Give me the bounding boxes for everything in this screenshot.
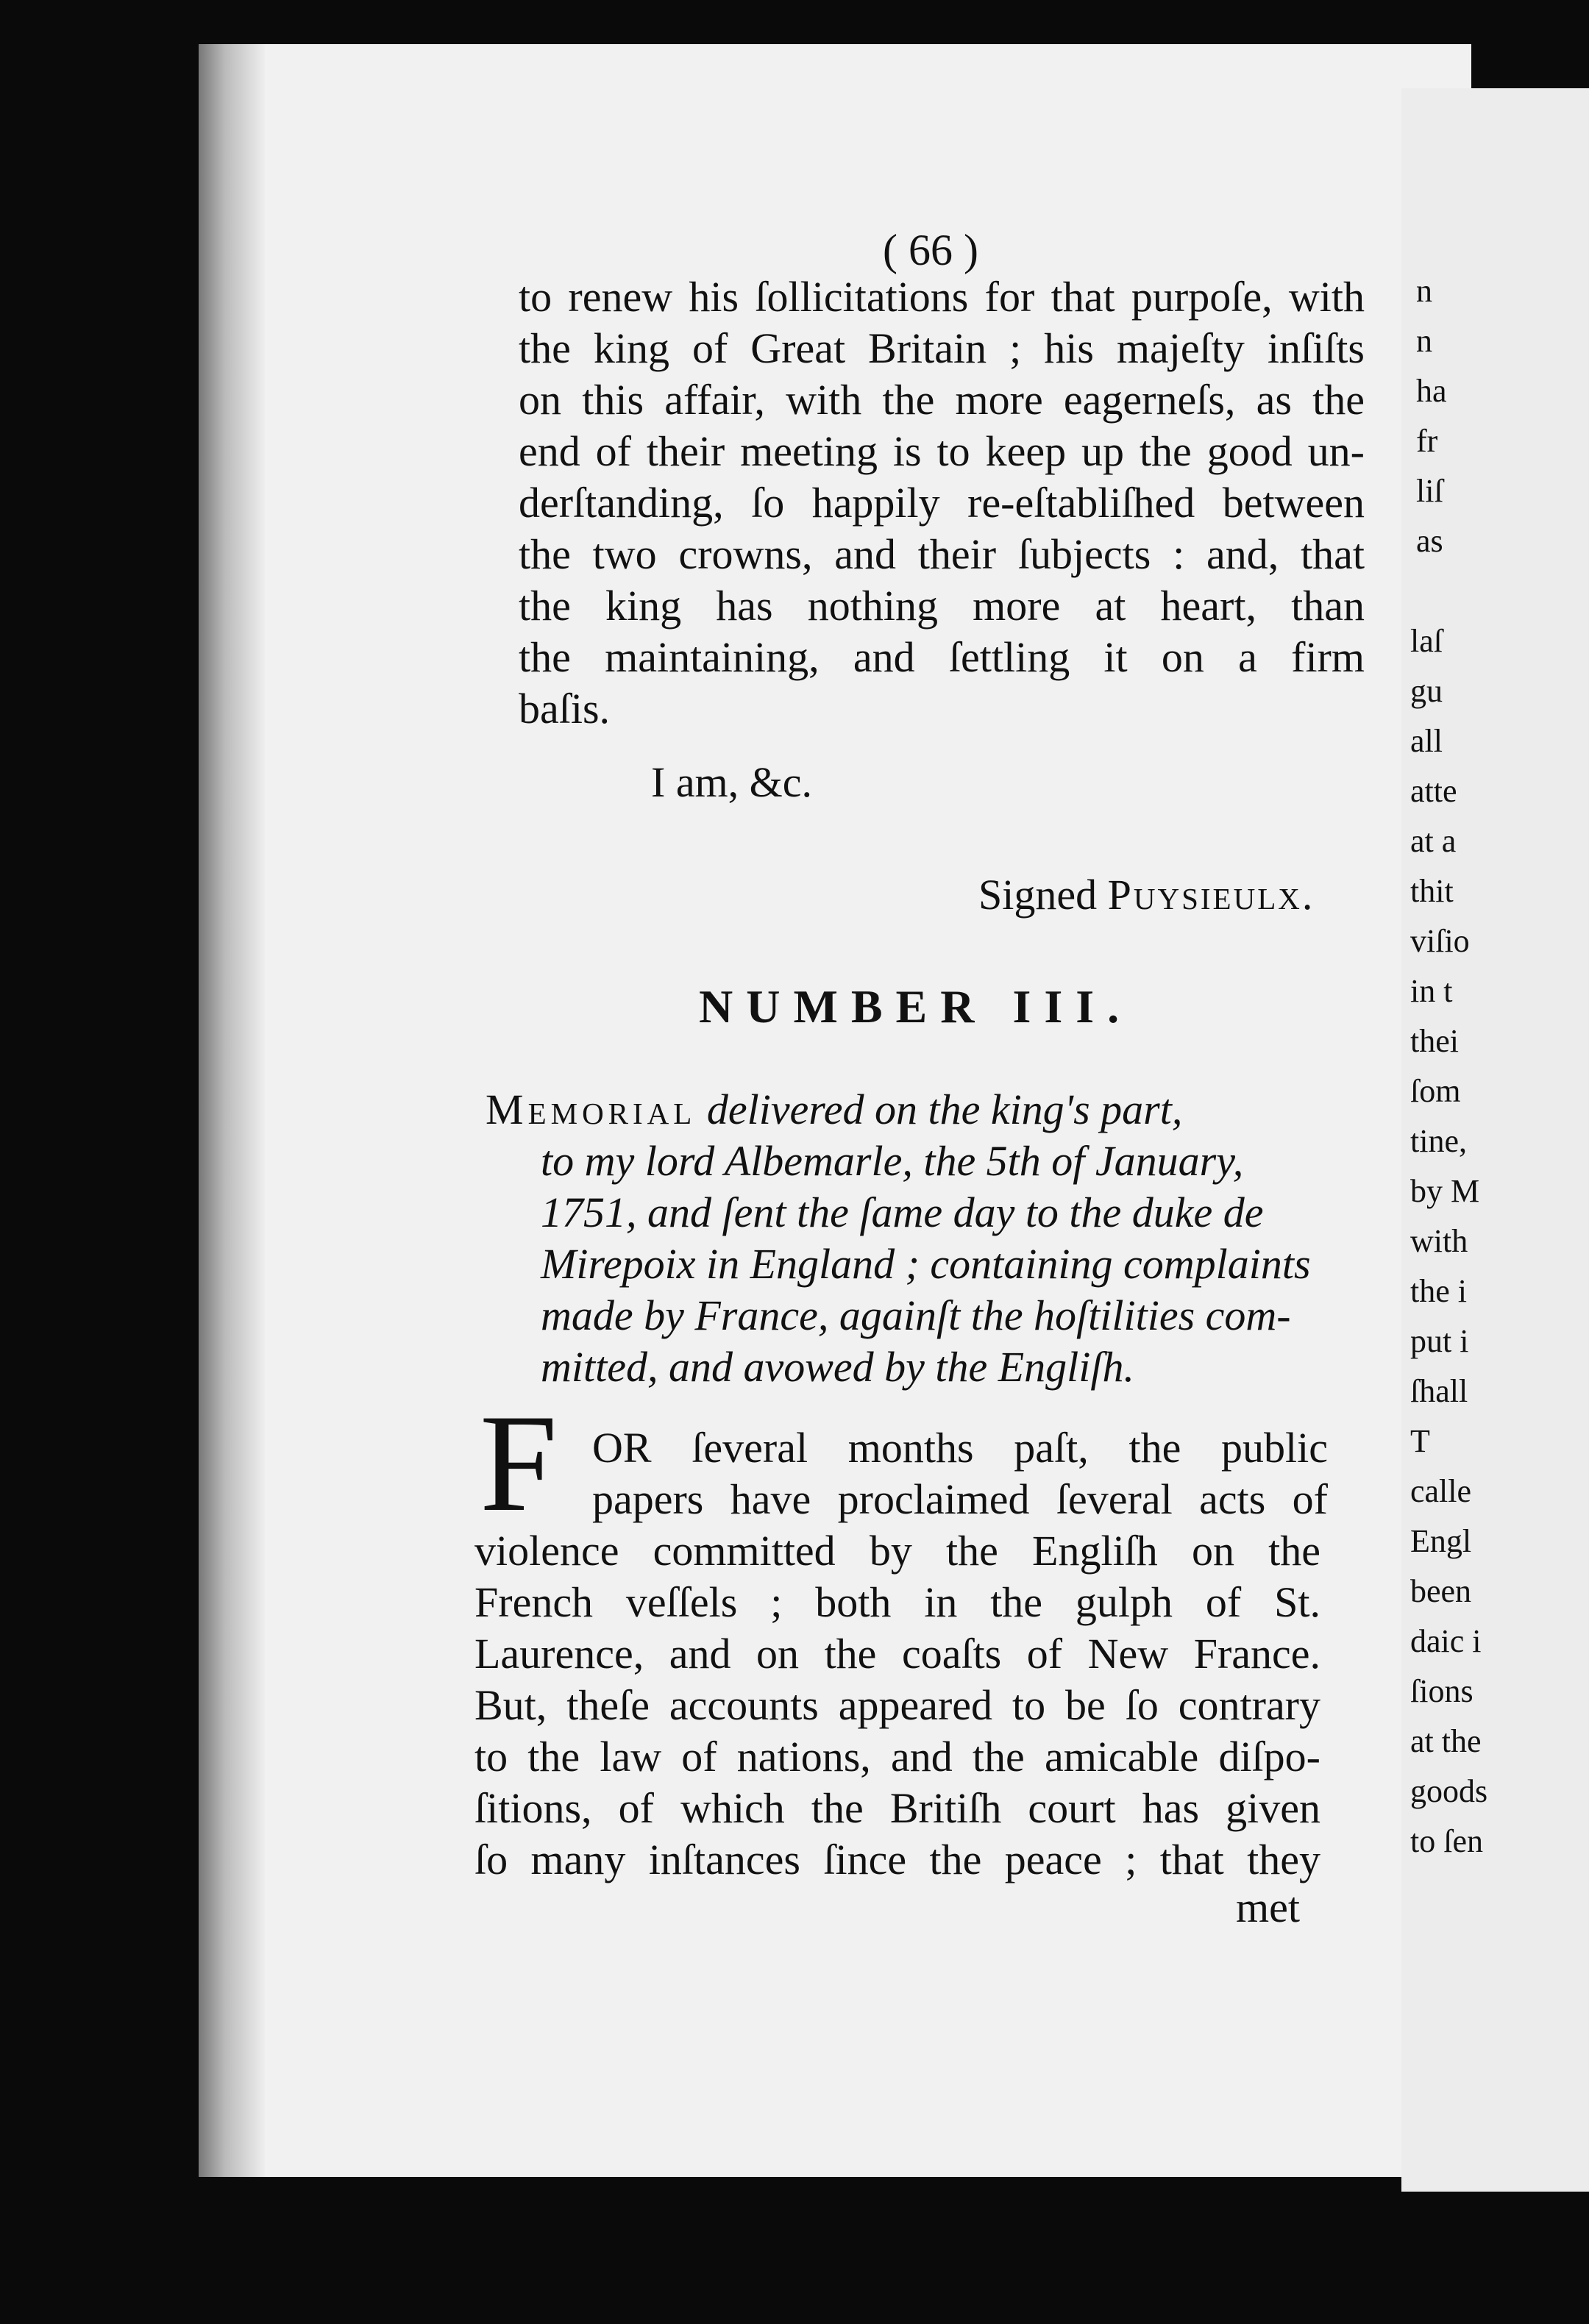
body-line: ſitions, of which the Britiſh court has given: [474, 1784, 1320, 1832]
body-line: French veſſels ; both in the gulph of St.: [474, 1578, 1320, 1626]
facing-page-fragment: at a: [1410, 823, 1457, 859]
body-line: violence committed by the Engliſh on the: [474, 1527, 1320, 1575]
facing-page-fragment: tine,: [1410, 1123, 1467, 1159]
body-line: OR ſeveral months paſt, the public: [592, 1424, 1328, 1472]
facing-page-fragment: ha: [1416, 373, 1447, 409]
facing-page-fragment: calle: [1410, 1473, 1472, 1509]
letter-line: the maintaining, and ſettling it on a firm: [519, 633, 1365, 681]
letter-line: the king of Great Britain ; his majeſty inſiſts: [519, 324, 1365, 372]
catchword: met: [1236, 1883, 1300, 1931]
memorial-line: [541, 1136, 1243, 1186]
facing-page-fragment: ſhall: [1410, 1373, 1468, 1409]
facing-page-fragment: in t: [1410, 973, 1453, 1009]
memorial-text: to my lord Albemarle, the 5th of January,: [541, 1137, 1244, 1185]
facing-page-fragment: thit: [1410, 873, 1454, 909]
section-heading: NUMBER III.: [699, 980, 1133, 1033]
memorial-text: delivered on the king's part,: [696, 1086, 1183, 1133]
memorial-line: [541, 1188, 1264, 1237]
facing-page-fragment: been: [1410, 1573, 1472, 1609]
facing-page-fragment: at the: [1410, 1723, 1482, 1759]
letter-closing: I am, &c.: [651, 758, 813, 806]
memorial-line: [541, 1342, 1134, 1391]
body-line: papers have proclaimed ſeveral acts of: [592, 1475, 1328, 1523]
right-facing-page: [1401, 88, 1589, 2192]
memorial-title-word: Memorial: [486, 1086, 697, 1133]
page-number: ( 66 ): [883, 226, 978, 274]
facing-page-fragment: Engl: [1410, 1523, 1472, 1559]
facing-page-fragment: gu: [1410, 673, 1443, 709]
signature-line: [978, 870, 1315, 919]
memorial-line: [541, 1291, 1291, 1340]
letter-line: the king has nothing more at heart, than: [519, 582, 1365, 630]
memorial-text: mitted, and avowed by the Engliſh.: [541, 1343, 1135, 1391]
signature-name: Puysieulx.: [1107, 871, 1315, 919]
letter-line: derſtanding, ſo happily re-eſtabliſhed between: [519, 479, 1365, 527]
facing-page-fragment: all: [1410, 723, 1443, 759]
facing-page-fragment: with: [1410, 1223, 1468, 1259]
memorial-text: 1751, and ſent the ſame day to the duke de: [541, 1188, 1264, 1236]
letter-line: the two crowns, and their ſubjects : and, that: [519, 530, 1365, 578]
memorial-text: made by France, againſt the hoſtilities com-: [541, 1291, 1291, 1339]
letter-line: on this affair, with the more eagerneſs, as the: [519, 376, 1365, 424]
facing-page-fragment: thei: [1410, 1023, 1459, 1059]
facing-page-fragment: fr: [1416, 423, 1438, 459]
memorial-line: [486, 1085, 1182, 1134]
memorial-text: Mirepoix in England ; containing complaints: [541, 1240, 1311, 1288]
facing-page-fragment: T: [1410, 1423, 1430, 1459]
facing-page-fragment: as: [1416, 523, 1443, 559]
body-line: But, theſe accounts appeared to be ſo contrary: [474, 1681, 1320, 1729]
facing-page-fragment: by M: [1410, 1173, 1480, 1209]
facing-page-fragment: liſ: [1416, 473, 1443, 509]
facing-page-fragment: laſ: [1410, 623, 1443, 659]
drop-cap: F: [480, 1386, 558, 1541]
facing-page-fragment: n: [1416, 323, 1432, 359]
letter-line: to renew his ſollicitations for that purpoſe, with: [519, 273, 1365, 321]
facing-page-fragment: the i: [1410, 1273, 1467, 1309]
facing-page-fragment: goods: [1410, 1773, 1488, 1809]
facing-page-fragment: ſions: [1410, 1673, 1474, 1709]
body-line: Laurence, and on the coaſts of New France.: [474, 1630, 1320, 1678]
memorial-line: [541, 1239, 1311, 1288]
body-line: ſo many inſtances ſince the peace ; that they: [474, 1836, 1320, 1883]
facing-page-fragment: daic i: [1410, 1623, 1482, 1659]
facing-page-fragment: put i: [1410, 1323, 1469, 1359]
body-line: to the law of nations, and the amicable diſpo-: [474, 1733, 1320, 1781]
facing-page-fragment: to ſen: [1410, 1823, 1483, 1859]
facing-page-fragment: ſom: [1410, 1073, 1461, 1109]
letter-line: baſis.: [519, 685, 611, 733]
gutter-shadow: [199, 44, 265, 2177]
facing-page-fragment: n: [1416, 273, 1432, 309]
facing-page-fragment: viſio: [1410, 923, 1470, 959]
facing-page-fragment: atte: [1410, 773, 1457, 809]
signature-prefix: Signed: [978, 871, 1098, 919]
letter-line: end of their meeting is to keep up the good un-: [519, 427, 1365, 475]
